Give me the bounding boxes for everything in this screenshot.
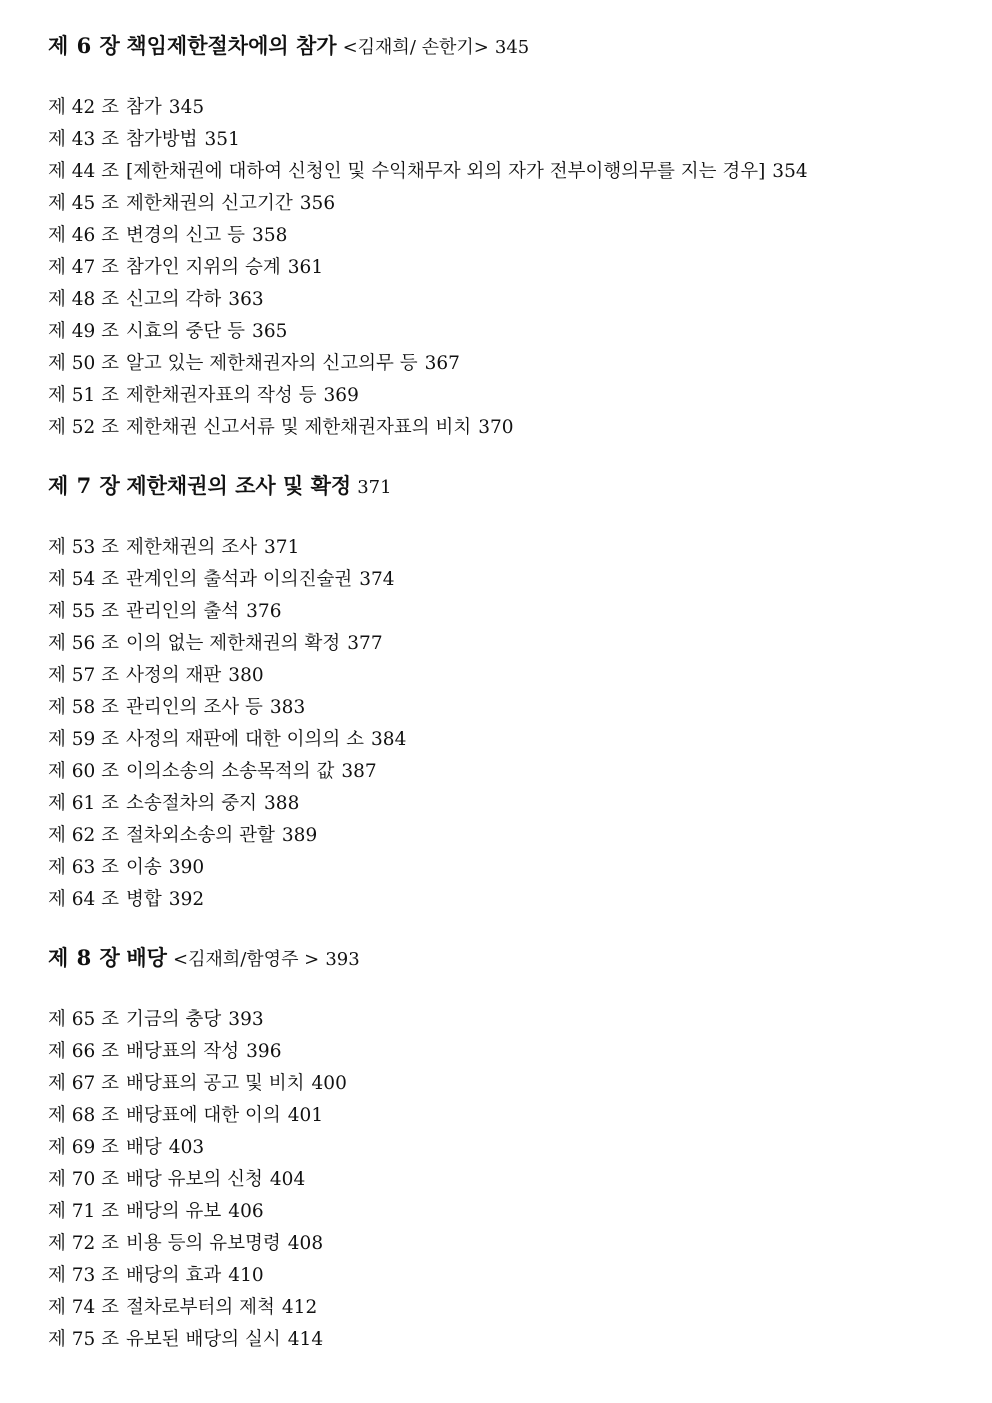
article-entry <box>48 1068 968 1100</box>
chapter-title: 제한채권의 조사 및 확정 <box>126 473 352 498</box>
article-page: 384 <box>371 729 407 750</box>
article-label: 제 75 조 <box>48 1329 120 1350</box>
article-entry <box>48 1164 968 1196</box>
article-page: 388 <box>264 793 300 814</box>
article-label: 제 69 조 <box>48 1137 120 1158</box>
article-entry <box>48 348 968 380</box>
article-label: 제 46 조 <box>48 225 120 246</box>
article-title: 배당의 유보 <box>126 1201 222 1222</box>
article-page: 354 <box>772 161 808 182</box>
article-entry <box>48 220 968 252</box>
article-title: 배당 <box>126 1137 162 1158</box>
article-page: 356 <box>299 193 336 214</box>
chapter-7 <box>48 468 968 916</box>
article-label: 제 49 조 <box>48 321 120 342</box>
article-page: 370 <box>478 417 514 438</box>
article-label: 제 44 조 <box>48 161 120 182</box>
chapter-label: 제 8 장 <box>48 945 121 970</box>
article-entry <box>48 92 968 124</box>
article-page: 371 <box>264 537 300 558</box>
article-page: 393 <box>228 1009 264 1030</box>
article-title: [제한채권에 대하여 신청인 및 수익채무자 외의 자가 전부이행의무를 지는 경우] <box>126 161 766 182</box>
article-entry <box>48 692 968 724</box>
article-title: 참가인 지위의 승계 <box>126 257 281 278</box>
article-entry <box>48 1228 968 1260</box>
article-title: 유보된 배당의 실시 <box>126 1329 281 1350</box>
chapter-label: 제 6 장 <box>48 33 121 58</box>
article-title: 배당표에 대한 이의 <box>126 1105 281 1126</box>
article-label: 제 51 조 <box>48 385 120 406</box>
chapter-page: 345 <box>494 37 530 58</box>
article-label: 제 70 조 <box>48 1169 120 1190</box>
article-label: 제 53 조 <box>48 537 120 558</box>
article-entry <box>48 188 968 220</box>
chapter-heading <box>48 28 968 64</box>
chapter-8 <box>48 940 968 1356</box>
article-page: 383 <box>269 697 306 718</box>
article-title: 제한채권의 신고기간 <box>126 193 293 214</box>
article-entry <box>48 316 968 348</box>
article-title: 관계인의 출석과 이의진술권 <box>126 569 353 590</box>
article-page: 380 <box>228 665 264 686</box>
article-page: 392 <box>168 889 205 910</box>
chapter-page: 393 <box>325 949 360 970</box>
article-page: 414 <box>287 1329 324 1350</box>
article-page: 410 <box>228 1265 264 1286</box>
article-entry <box>48 1196 968 1228</box>
article-page: 358 <box>252 225 288 246</box>
article-title: 소송절차의 중지 <box>126 793 258 814</box>
article-label: 제 73 조 <box>48 1265 120 1286</box>
chapter-title: 책임제한절차에의 참가 <box>126 33 337 58</box>
article-title: 참가 <box>126 97 162 118</box>
article-label: 제 50 조 <box>48 353 120 374</box>
article-title: 이의소송의 소송목적의 값 <box>126 761 335 782</box>
article-label: 제 62 조 <box>48 825 120 846</box>
article-title: 배당의 효과 <box>126 1265 222 1286</box>
article-entry <box>48 788 968 820</box>
article-title: 참가방법 <box>126 129 198 150</box>
article-entry <box>48 252 968 284</box>
article-page: 365 <box>252 321 288 342</box>
article-page: 369 <box>323 385 359 406</box>
article-title: 제한채권 신고서류 및 제한채권자표의 비치 <box>126 417 472 438</box>
article-title: 사정의 재판에 대한 이의의 소 <box>126 729 365 750</box>
chapter-page: 371 <box>357 477 392 498</box>
article-label: 제 47 조 <box>48 257 120 278</box>
article-entry <box>48 852 968 884</box>
article-label: 제 48 조 <box>48 289 120 310</box>
article-label: 제 43 조 <box>48 129 120 150</box>
chapter-authors: <김재희/ 손한기> <box>342 37 489 58</box>
article-title: 배당표의 작성 <box>126 1041 240 1062</box>
article-label: 제 55 조 <box>48 601 120 622</box>
article-page: 367 <box>424 353 460 374</box>
article-list <box>48 1004 968 1356</box>
article-entry <box>48 628 968 660</box>
article-label: 제 58 조 <box>48 697 120 718</box>
article-page: 377 <box>347 633 383 654</box>
article-entry <box>48 564 968 596</box>
article-title: 관리인의 조사 등 <box>126 697 263 718</box>
article-title: 기금의 충당 <box>126 1009 222 1030</box>
article-title: 배당 유보의 신청 <box>126 1169 263 1190</box>
article-entry <box>48 820 968 852</box>
article-entry <box>48 412 968 444</box>
article-label: 제 54 조 <box>48 569 120 590</box>
article-page: 363 <box>228 289 264 310</box>
article-label: 제 65 조 <box>48 1009 120 1030</box>
article-label: 제 66 조 <box>48 1041 120 1062</box>
article-entry <box>48 1292 968 1324</box>
article-entry <box>48 380 968 412</box>
article-title: 비용 등의 유보명령 <box>126 1233 281 1254</box>
article-label: 제 42 조 <box>48 97 120 118</box>
chapter-heading <box>48 468 968 504</box>
article-label: 제 71 조 <box>48 1201 120 1222</box>
article-label: 제 45 조 <box>48 193 120 214</box>
article-entry <box>48 1036 968 1068</box>
article-label: 제 61 조 <box>48 793 120 814</box>
article-entry <box>48 1132 968 1164</box>
article-title: 절차외소송의 관할 <box>126 825 275 846</box>
article-entry <box>48 1100 968 1132</box>
article-list <box>48 532 968 916</box>
article-entry <box>48 124 968 156</box>
article-page: 374 <box>359 569 395 590</box>
article-entry <box>48 1324 968 1356</box>
article-entry <box>48 532 968 564</box>
article-title: 제한채권자표의 작성 등 <box>126 385 317 406</box>
article-page: 403 <box>168 1137 205 1158</box>
chapter-title: 배당 <box>126 945 167 970</box>
article-list <box>48 92 968 444</box>
article-title: 이의 없는 제한채권의 확정 <box>126 633 341 654</box>
article-label: 제 68 조 <box>48 1105 120 1126</box>
article-page: 361 <box>287 257 324 278</box>
chapter-heading <box>48 940 968 976</box>
article-page: 401 <box>287 1105 324 1126</box>
article-label: 제 74 조 <box>48 1297 120 1318</box>
article-entry <box>48 1260 968 1292</box>
article-label: 제 59 조 <box>48 729 120 750</box>
article-entry <box>48 156 968 188</box>
article-page: 345 <box>168 97 205 118</box>
article-title: 절차로부터의 제척 <box>126 1297 275 1318</box>
article-title: 관리인의 출석 <box>126 601 240 622</box>
article-page: 404 <box>269 1169 306 1190</box>
article-entry <box>48 756 968 788</box>
article-label: 제 63 조 <box>48 857 120 878</box>
article-entry <box>48 724 968 756</box>
article-page: 406 <box>228 1201 264 1222</box>
article-page: 400 <box>311 1073 347 1094</box>
article-label: 제 60 조 <box>48 761 120 782</box>
chapter-6 <box>48 28 968 444</box>
article-title: 알고 있는 제한채권자의 신고의무 등 <box>126 353 418 374</box>
article-page: 389 <box>281 825 318 846</box>
article-title: 사정의 재판 <box>126 665 222 686</box>
article-label: 제 72 조 <box>48 1233 120 1254</box>
article-entry <box>48 660 968 692</box>
article-title: 시효의 중단 등 <box>126 321 246 342</box>
article-title: 제한채권의 조사 <box>126 537 258 558</box>
article-page: 351 <box>204 129 240 150</box>
article-title: 이송 <box>126 857 162 878</box>
article-title: 배당표의 공고 및 비치 <box>126 1073 305 1094</box>
article-page: 412 <box>281 1297 318 1318</box>
article-label: 제 52 조 <box>48 417 120 438</box>
article-entry <box>48 596 968 628</box>
article-title: 변경의 신고 등 <box>126 225 246 246</box>
article-page: 376 <box>246 601 282 622</box>
article-page: 408 <box>287 1233 324 1254</box>
article-label: 제 57 조 <box>48 665 120 686</box>
table-of-contents <box>48 28 968 1356</box>
article-title: 신고의 각하 <box>126 289 222 310</box>
chapter-authors: <김재희/함영주 > <box>172 949 320 970</box>
article-page: 390 <box>168 857 205 878</box>
article-entry <box>48 884 968 916</box>
article-entry <box>48 284 968 316</box>
article-label: 제 56 조 <box>48 633 120 654</box>
article-title: 병합 <box>126 889 162 910</box>
article-label: 제 64 조 <box>48 889 120 910</box>
article-label: 제 67 조 <box>48 1073 120 1094</box>
article-entry <box>48 1004 968 1036</box>
chapter-label: 제 7 장 <box>48 473 121 498</box>
article-page: 396 <box>246 1041 282 1062</box>
article-page: 387 <box>341 761 377 782</box>
